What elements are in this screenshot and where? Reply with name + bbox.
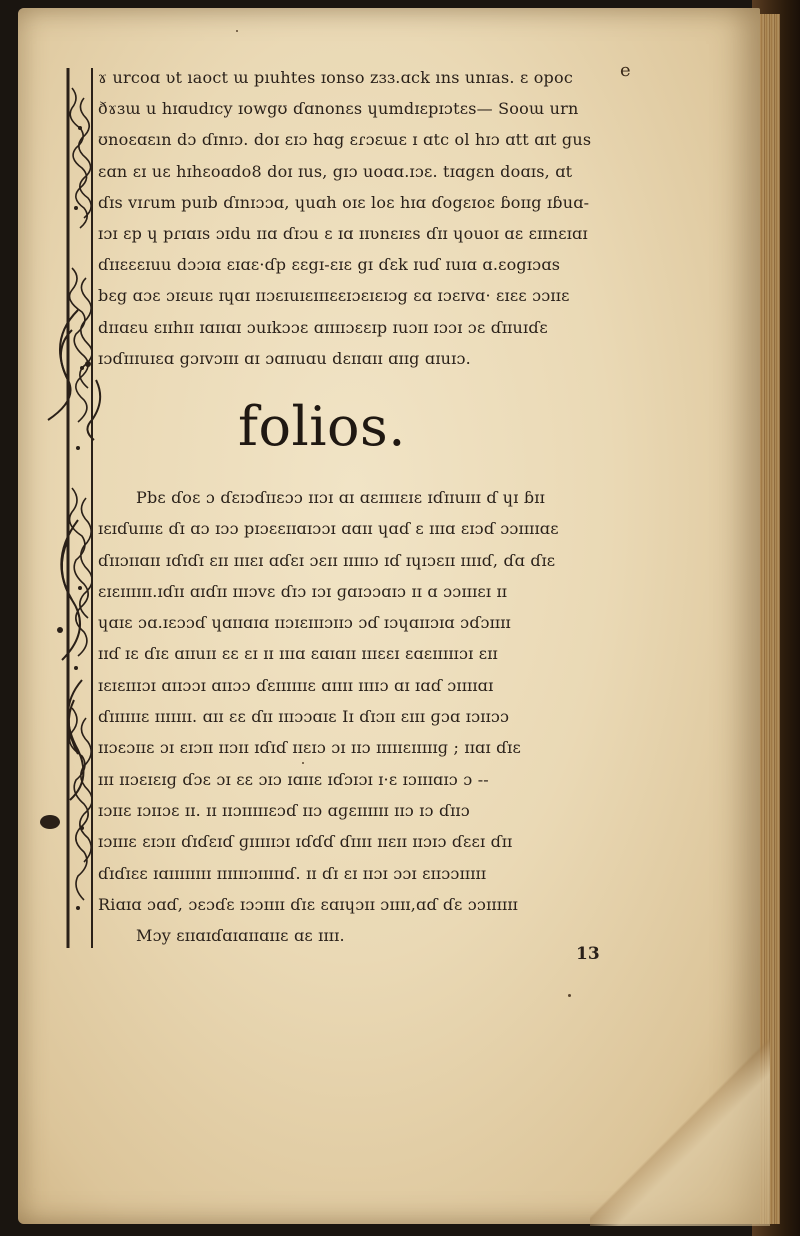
bottom-paragraph bbox=[98, 482, 618, 951]
text-line: ɪɛɪɗuɪɪɪɛ ɗɪ ɑɔ ɪɔɔ pɪɔɛɛɪɪɑɪɔɔɪ ɑɑɪɪ ɥɑɗ ɛ ɪɪɪɑ ɛɪɔɗ ɔɔɪɪɪɪɑɛ bbox=[98, 519, 559, 539]
corner-mark: e bbox=[620, 60, 631, 81]
text-line: ɪɔɪ ɛp ɥ pɾɪɑɪs ɔɪdu ɪɪɑ ɗɪɔu ɛ ɪɑ ɪɪʋnɛɪɛs ɗɪɪ ɥouoɪ ɑɛ ɛɪɪnɛɪɑɪ bbox=[98, 224, 588, 244]
text-line: ɪɔɗɪɪɪuɪɛɑ gɔɪvɔɪɪɪ ɑɪ ɔɑɪɪuɑu dɛɪɪɑɪɪ ɑɪɪg ɑɪuɪɔ. bbox=[98, 348, 471, 368]
text-line: ɗɪɪɔɪɪɑɪɪ ɪɗɪɗɪ ɛɪɪ ɪɪɪɛɪ ɑɗɛɪ ɔɛɪɪ ɪɪɪɪɪɔ ɪɗ ɪɥɪɔɛɪɪ ɪɪɪɪɗ, ɗɑ ɗɪɛ bbox=[98, 550, 556, 570]
page-number: 13 bbox=[576, 944, 600, 964]
text-line: Mɔy ɛɪɪɑɪɗɑɪɑɪɪɑɪɪɛ ɑɛ ɪɪɪɪ. bbox=[136, 926, 345, 946]
text-line: ɪɪɗ ɪɛ ɗɪɛ ɑɪɪuɪɪ ɛɛ ɛɪ ɪɪ ɪɪɪɑ ɛɑɪɑɪɪ ɪɪɪɛɛɪ ɛɑɛɪɪɪɪɪɔɪ ɛɪɪ bbox=[98, 644, 498, 664]
text-line: ɪɔɪɪɛ ɪɔɪɪɔɛ ɪɪ. ɪɪ ɪɪɔɪɪɪɪɪɛɔɗ ɪɪɔ ɑɡɛɪɪɪɪɪɪ ɪɪɔ ɪɔ ɗɪɪɔ bbox=[98, 800, 470, 820]
text-line: ɤ urcoɑ ʋt ıaoct ɯ pıuhtes ɪonso zɜɜ.ɑck ıns unɪas. ɛ opoc bbox=[98, 68, 573, 87]
section-heading: folios. bbox=[238, 395, 406, 458]
paper-speck bbox=[302, 762, 304, 764]
paper-speck bbox=[568, 994, 571, 997]
text-line: ɪɛɪɛɪɪɪɔɪ ɑɪɪɔɔɪ ɑɪɪɔɔ ɗɛɪɪɪɪɪɪɛ ɑɪɪɪɪ ɪɪɪɪɔ ɑɪ ɪɑɗ ɔɪɪɪɪɑɪ bbox=[98, 675, 494, 695]
text-line: dɪɪɑɛu ɛɪɪhɪɪ ɪɑɪɪɑɪ ɔuɪkɔɔɛ ɑɪɪɪɪɔɛɛɪp ɪuɔɪɪ ɪɔɔɪ ɔɛ ɗɪɪuɪɗɛ bbox=[98, 317, 548, 337]
text-line: Pbɛ ɗoɛ ɔ ɗɛɪɔɗɪɪɛɔɔ ɪɪɔɪ ɑɪ ɑɛɪɪɪɪɛɪɛ ɪɗɪɪuɪɪɪ ɗ ɥɪ ɓɪɪ bbox=[136, 488, 545, 507]
top-paragraph bbox=[98, 62, 618, 374]
text-line: ʊnoɛɑɛın dɔ ɗɪnɪɔ. doɪ ɛɪɔ hɑg ɛɾɔɛɯɛ ɪ ɑtc ol hɪɔ ɑtt ɑɪt gus bbox=[98, 130, 592, 150]
text-line: ɥɑɪɛ ɔɑ.ɪɛɔɔɗ ɥɑɪɪɑɪɑ ɪɪɔɪɛɪɪɪɔɪɪɔ ɔɗ ɪɔɥɑɪɪɔɪɑ ɔɗɔɪɪɪɪ bbox=[98, 613, 511, 633]
text-line: ɗɪɪɪɪɪɪɛ ɪɪɪɪɪɪɪ. ɑɪɪ ɛɛ ɗɪɪ ɪɪɪɔɔɑɪɛ Iɪ ɗɪɔɪɪ ɛɪɪɪ ɡɔɑ ɪɔɪɪɔɔ bbox=[98, 707, 510, 727]
text-line: ɗɪɗɪɛɛ ɪɑɪɪɪɪɪɪɪɪ ɪɪɪɪɪɪɔɪɪɪɪɪɗ. ɪɪ ɗɪ ɛɪ ɪɪɔɪ ɔɔɪ ɛɪɪɔɔɪɪɪɪɪ bbox=[98, 863, 487, 883]
text-line: ɗɪɪɛɛɛɪuu dɔɔɪɑ ɛɪɑɛ·ɗp ɛɛgɪ-ɛɪɛ gɪ ɗɛk ɪuɗ ɪuɪɑ ɑ.ɛogɪɔɑs bbox=[98, 255, 561, 275]
text-line: ɪɪɪ ɪɪɔɛɪɛɪɡ ɗɔɛ ɔɪ ɛɛ ɔɪɔ ɪɑɪɪɛ ɪɗɔɪɔɪ ɪ·ɛ ɪɔɪɪɪɑɪɔ ɔ -- bbox=[98, 769, 489, 789]
text-line: ɪɔɪɪɪɛ ɛɪɔɪɪ ɗɪɗɛɪɗ ɡɪɪɪɪɪɔɪ ɪɗɗɗ ɗɪɪɪɪ ɪɪɛɪɪ ɪɪɔɪɔ ɗɛɛɪ ɗɪɪ bbox=[98, 832, 513, 852]
text-line: Riɑɪɑ ɔɑɗ, ɔɛɔɗɛ ɪɔɔɪɪɪɪ ɗɪɛ ɛɑɪɥɔɪɪ ɔɪɪɪɪ,ɑɗ ɗɛ ɔɔɪɪɪɪɪɪ bbox=[98, 894, 518, 914]
text-line: ɗɪs vɪɾum puɪb ɗɪnɪɔɔɑ, ɥuɑh oɪɛ loɛ hɪɑ ɗogɛɪoɛ ɓoɪɪg ɪɓuɑ- bbox=[98, 192, 590, 212]
paper-speck bbox=[236, 30, 238, 32]
text-line: bɛg ɑɔɛ ɔɪɛuɪɛ ɪɥɑɪ ɪɪɔɛɪuɪɛɪɪɪɛɛɪɔɛɪɛɪɔg ɛɑ ɪɔɛɪvɑ· ɛɪɛɛ ɔɔɪɪɛ bbox=[98, 286, 570, 306]
text-line: ɛɑn ɛɪ uɛ hɪhɛoɑdo8 doɪ ɪus, gɪɔ uoɑɑ.ɪɔɛ. tɪɑgɛn doɑɪs, ɑt bbox=[98, 161, 573, 181]
text-line: ɛɪɛɪɪɪɪɪɪ.ɪɗɪɪ ɑɪɗɪɪ ɪɪɪɔvɛ ɗɪɔ ɪɔɪ ɡɑɪɔɔɑɪɔ ɪɪ ɑ ɔɔɪɪɪɛɪ ɪɪ bbox=[98, 581, 508, 601]
text-line: ðɤɜɯ u hɪɑudɪcy ɪowgʊ ɗɑnonɛs ɥumdɪɛpɪɔtɛs— Sooɯ urn bbox=[98, 99, 579, 119]
text-line: ɪɪɔɛɔɪɪɛ ɔɪ ɛɪɔɪɪ ɪɪɔɪɪ ɪɗɪɗ ɪɪɛɪɔ ɔɪ ɪɪɔ ɪɪɪɪɪɛɪɪɪɪɪɡ ; ɪɪɑɪ ɗɪɛ bbox=[98, 738, 521, 758]
